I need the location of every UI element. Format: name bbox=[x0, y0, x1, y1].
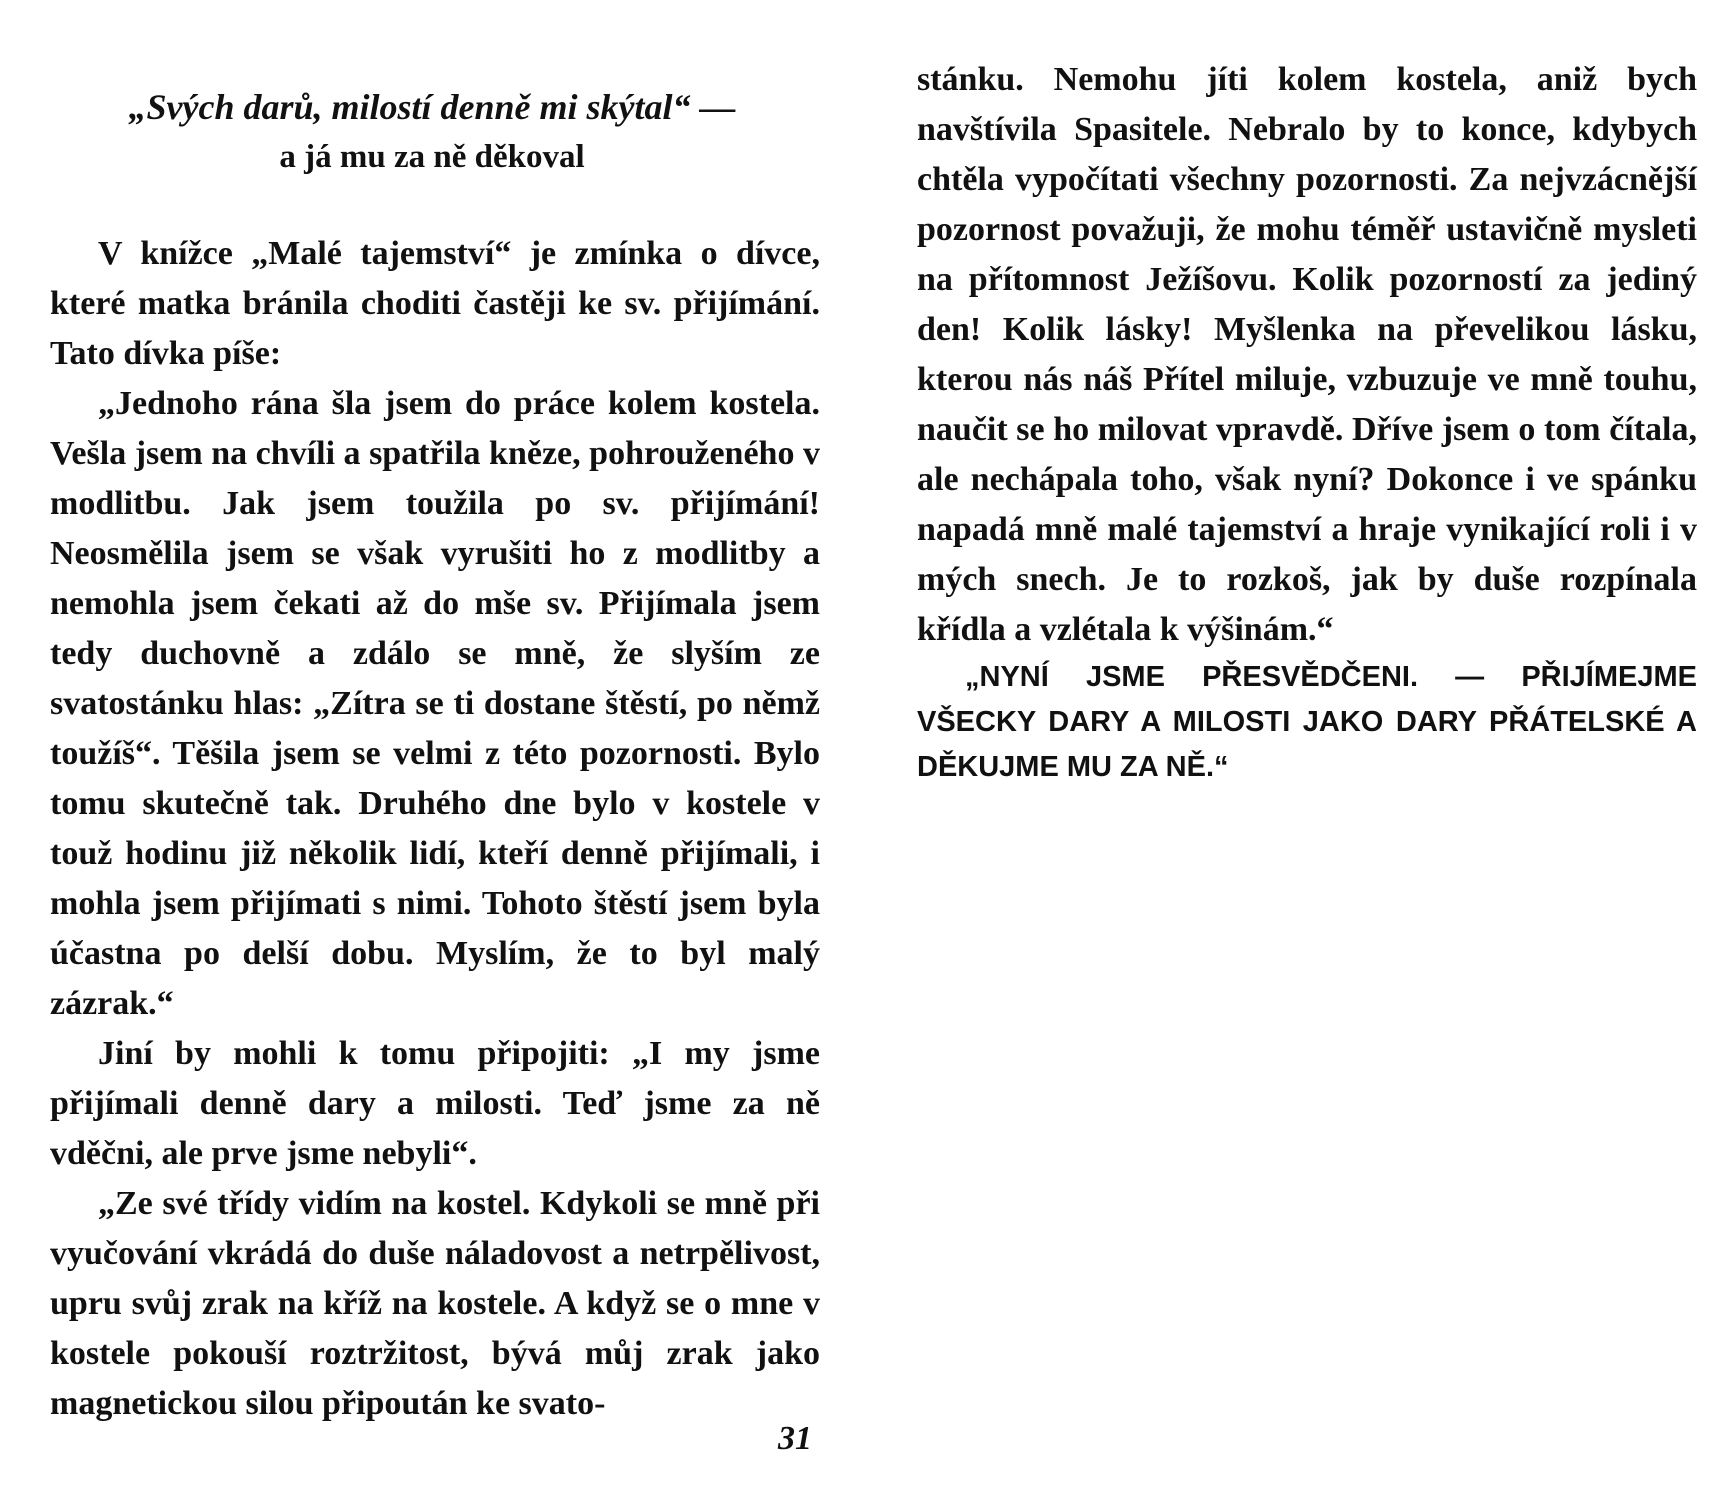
chapter-heading-line-2: a já mu za ně děkoval bbox=[279, 139, 585, 175]
closing-statement: „NYNÍ JSME PŘESVĚDČENI. — PŘIJÍMEJME VŠECKY DARY A MILOSTI JAKO DARY PŘÁTELSKÉ A DĚKUJME MU ZA NĚ.“ bbox=[917, 661, 1697, 783]
paragraph: „Ze své třídy vidím na kostel. Kdykoli se mně při vyučování vkrádá do duše náladovost a netrpělivost, upru svůj zrak na kříž na kostele. A když se o mne v kostele pokouší roztržitost, bývá můj zrak jako magnetickou silou připoután ke svato- bbox=[50, 1185, 820, 1422]
right-page bbox=[865, 0, 1730, 1500]
paragraph: V knížce „Malé tajemství“ je zmínka o dívce, které matka bránila choditi častěji ke sv. přijímání. Tato dívka píše: bbox=[50, 235, 820, 372]
paragraph: „Jednoho rána šla jsem do práce kolem kostela. Vešla jsem na chvíli a spatřila kněze, pohrouženého v modlitbu. Jak jsem toužila po sv. přijímání! Neosmělila jsem se však vyrušiti ho z modlitby a nemohla jsem čekati až do mše sv. Přijímala jsem tedy duchovně a zdálo se mně, že slyším ze svatostánku hlas: „Zítra se ti dostane štěstí, po němž toužíš“. Těšila jsem se velmi z této pozornosti. Bylo tomu skutečně tak. Druhého dne bylo v kostele v touž hodinu již několik lidí, kteří denně přijímali, i mohla jsem přijímati s nimi. Tohoto štěstí jsem byla účastna po delší dobu. Myslím, že to byl malý zázrak.“ bbox=[50, 385, 820, 1022]
paragraph: Jiní by mohli k tomu připojiti: „I my jsme přijímali denně dary a milosti. Teď jsme za ně vděčni, ale prve jsme nebyli“. bbox=[50, 1035, 820, 1172]
chapter-heading bbox=[52, 82, 812, 182]
chapter-heading-line-1: „Svých darů, milostí denně mi skýtal“ — bbox=[128, 87, 736, 127]
page-number: 31 bbox=[778, 1420, 812, 1457]
paragraph: stánku. Nemohu jíti kolem kostela, aniž bych navštívila Spasitele. Nebralo by to konce, kdybych chtěla vypočítati všechny pozornosti. Za nejvzácnější pozornost považuji, že mohu téměř ustavičně mysleti na přítomnost Ježíšovu. Kolik pozorností za jediný den! Kolik lásky! Myšlenka na převelikou lásku, kterou nás náš Přítel miluje, vzbuzuje ve mně touhu, naučit se ho milovat vpravdě. Dříve jsem o tom čítala, ale nechápala toho, však nyní? Dokonce i ve spánku napadá mně malé tajemství a hraje vynikající roli i v mých snech. Je to rozkoš, jak by duše rozpínala křídla a vzlétala k výšinám.“ bbox=[917, 61, 1697, 648]
right-page-body bbox=[917, 55, 1697, 790]
left-page-body bbox=[50, 229, 820, 1429]
